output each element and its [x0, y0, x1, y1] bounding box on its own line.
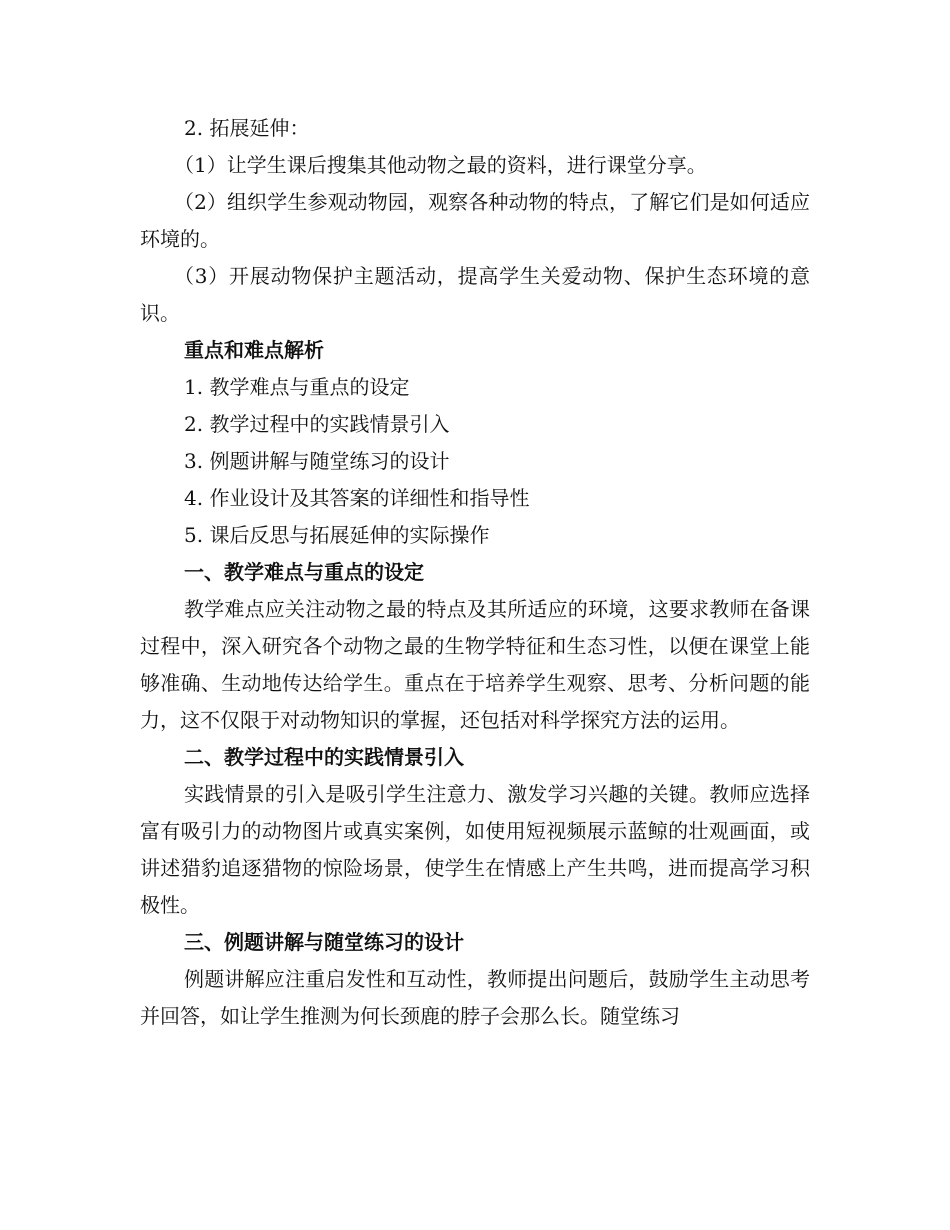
section-3-body: 例题讲解应注重启发性和互动性，教师提出问题后，鼓励学生主动思考并回答，如让学生推测为何长颈鹿的脖子会那么长。随堂练习 [140, 967, 810, 1028]
extension-item-3: （3）开展动物保护主题活动，提高学生关爱动物、保护生态环境的意识。 [140, 264, 810, 325]
analysis-list-item-2: 2. 教学过程中的实践情景引入 [184, 412, 450, 436]
section-2-body: 实践情景的引入是吸引学生注意力、激发学习兴趣的关键。教师应选择富有吸引力的动物图片或真实案例，如使用短视频展示蓝鲸的壮观画面，或讲述猎豹追逐猎物的惊险场景，使学生在情感上产生共鸣，进而提高学习积极性。 [140, 782, 810, 917]
analysis-list-item-3: 3. 例题讲解与随堂练习的设计 [184, 449, 450, 473]
section-2-heading: 二、教学过程中的实践情景引入 [184, 745, 464, 769]
document-body [140, 110, 810, 1035]
analysis-list-item-4: 4. 作业设计及其答案的详细性和指导性 [184, 486, 530, 510]
analysis-list-item-5: 5. 课后反思与拓展延伸的实际操作 [184, 523, 490, 547]
analysis-title: 重点和难点解析 [184, 338, 324, 362]
extension-title: 2. 拓展延伸： [184, 116, 310, 140]
extension-item-1: （1）让学生课后搜集其他动物之最的资料，进行课堂分享。 [174, 153, 707, 177]
analysis-list-item-1: 1. 教学难点与重点的设定 [184, 375, 410, 399]
section-1-body: 教学难点应关注动物之最的特点及其所适应的环境，这要求教师在备课过程中，深入研究各个动物之最的生物学特征和生态习性，以便在课堂上能够准确、生动地传达给学生。重点在于培养学生观察、思考、分析问题的能力，这不仅限于对动物知识的掌握，还包括对科学探究方法的运用。 [140, 597, 810, 732]
extension-item-2: （2）组织学生参观动物园，观察各种动物的特点，了解它们是如何适应环境的。 [140, 190, 810, 251]
section-1-heading: 一、教学难点与重点的设定 [184, 560, 424, 584]
section-3-heading: 三、例题讲解与随堂练习的设计 [184, 930, 464, 954]
